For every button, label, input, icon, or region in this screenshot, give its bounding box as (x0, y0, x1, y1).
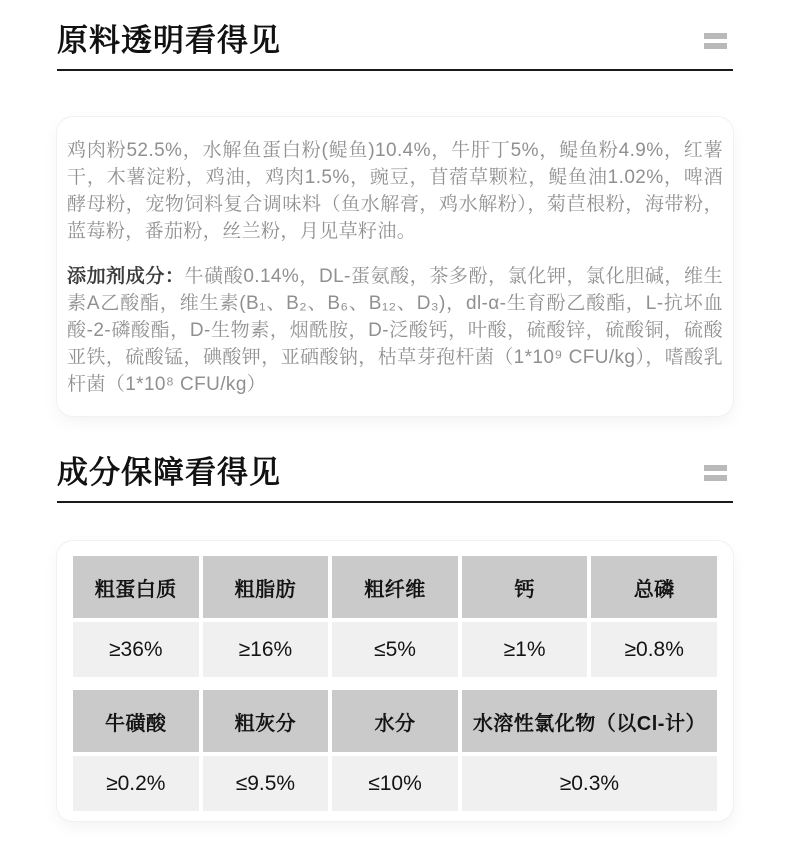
table-value-cell: ≥0.2% (73, 756, 199, 811)
table-header-cell: 粗脂肪 (203, 556, 329, 618)
table-header-cell: 牛磺酸 (73, 690, 199, 752)
guarantee-section-title: 成分保障看得见 (57, 455, 281, 490)
nutrition-table-1 (73, 556, 717, 677)
table-header-cell: 粗灰分 (203, 690, 329, 752)
table-header-cell: 粗蛋白质 (73, 556, 199, 618)
guarantee-section-header (57, 456, 733, 503)
section-guarantee (57, 456, 733, 821)
table-header-cell: 水分 (332, 690, 458, 752)
table-header-cell: 粗纤维 (332, 556, 458, 618)
table-header-cell: 钙 (462, 556, 588, 618)
table-value-cell: ≤9.5% (203, 756, 329, 811)
additives-label: 添加剂成分： (67, 266, 185, 287)
section-ingredients (57, 0, 733, 416)
ingredients-section-header (57, 24, 733, 71)
table-value-cell: ≥36% (73, 622, 199, 677)
ingredients-section-title: 原料透明看得见 (57, 23, 281, 58)
additives-paragraph (67, 263, 723, 398)
nutrition-card (57, 541, 733, 821)
table-value-cell: ≥0.3% (462, 756, 717, 811)
table-header-cell: 水溶性氯化物（以Cl-计） (462, 690, 717, 752)
additives-list: 牛磺酸0.14%，DL-蛋氨酸，茶多酚，氯化钾，氯化胆碱，维生素A乙酸酯，维生素(B₁、B₂、B₆、B₁₂、D₃)，dl-α-生育酚乙酸酯，L-抗坏血酸-2-磷酸酯，D-生物素，烟酰胺，D-泛酸钙，叶酸，硫酸锌，硫酸铜，硫酸亚铁，硫酸锰，碘酸钾，亚硒酸钠，枯草芽孢杆菌（1*10⁹ CFU/kg），嗜酸乳杆菌（1*10⁸ CFU/kg） (67, 266, 723, 395)
ingredients-text: 鸡肉粉52.5%，水解鱼蛋白粉(鳀鱼)10.4%，牛肝丁5%，鳀鱼粉4.9%，红薯干，木薯淀粉，鸡油，鸡肉1.5%，豌豆，苜蓿草颗粒，鳀鱼油1.02%，啤酒酵母粉，宠物饲料复合调味料（鱼水解膏，鸡水解粉），菊苣根粉，海带粉，蓝莓粉，番茄粉，丝兰粉，月见草籽油。 (67, 140, 723, 242)
table-value-cell: ≥1% (462, 622, 588, 677)
table-value-cell: ≤5% (332, 622, 458, 677)
table-value-cell: ≤10% (332, 756, 458, 811)
table-header-cell: 总磷 (591, 556, 717, 618)
ingredients-card (57, 117, 733, 416)
table-value-cell: ≥0.8% (591, 622, 717, 677)
equals-bars-icon (704, 33, 727, 49)
table-value-cell: ≥16% (203, 622, 329, 677)
equals-bars-icon (704, 465, 727, 481)
nutrition-table-2 (73, 690, 717, 811)
